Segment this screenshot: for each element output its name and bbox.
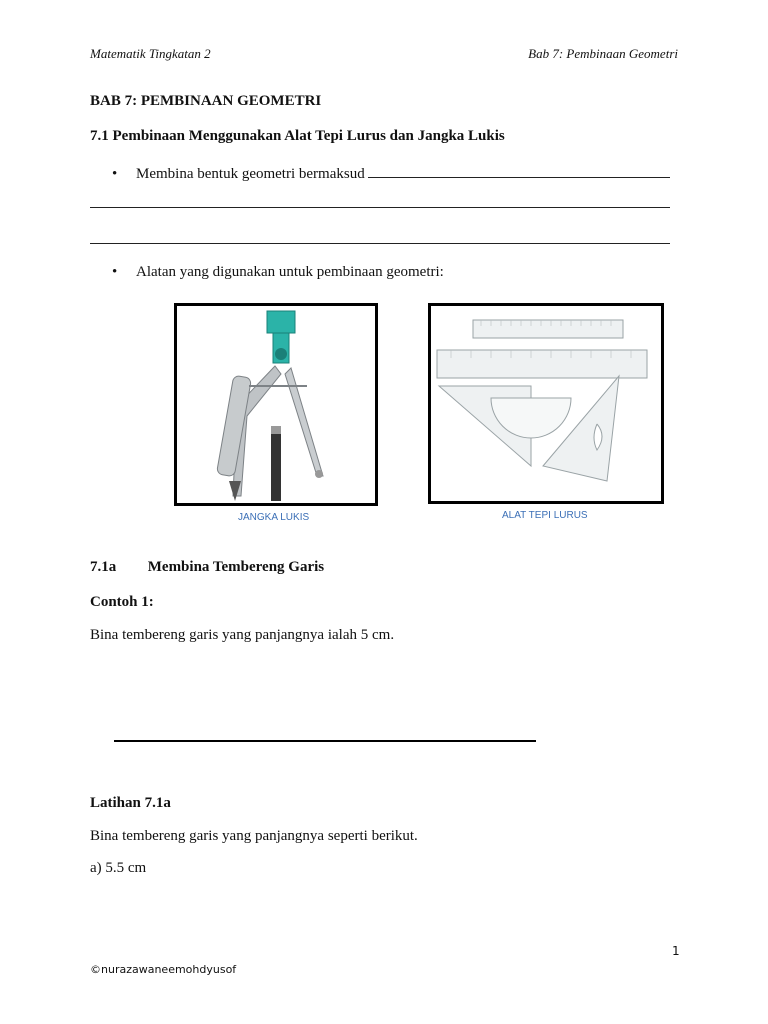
example-text: Bina tembereng garis yang panjangnya ialah 5 cm.	[90, 627, 395, 643]
header-right: Bab 7: Pembinaan Geometri	[528, 46, 678, 61]
section-title: 7.1 Pembinaan Menggunakan Alat Tepi Lurus dan Jangka Lukis	[90, 128, 505, 144]
answer-blank	[368, 163, 670, 178]
answer-line	[90, 243, 670, 244]
header-left: Matematik Tingkatan 2	[90, 46, 211, 61]
page-number: 1	[672, 944, 680, 958]
footer-credit: ©nurazawaneemohdyusof	[90, 963, 237, 976]
subsection-heading	[90, 559, 324, 576]
exercise-text: Bina tembereng garis yang panjangnya seperti berikut.	[90, 828, 418, 844]
subsection-title: Membina Tembereng Garis	[147, 559, 325, 575]
compass-caption: JANGKA LUKIS	[238, 512, 310, 523]
exercise-label: Latihan 7.1a	[90, 795, 171, 811]
exercise-item-a: a) 5.5 cm	[90, 860, 147, 876]
line-segment-example	[114, 740, 536, 742]
rulers-image	[428, 303, 664, 504]
rulers-illustration	[431, 306, 661, 501]
compass-illustration	[177, 306, 375, 503]
bullet-definition-text: Membina bentuk geometri bermaksud	[136, 166, 365, 182]
answer-line	[90, 207, 670, 208]
bullet-definition	[112, 163, 670, 183]
bullet-dot: •	[112, 166, 118, 182]
bullet-dot: •	[112, 264, 118, 280]
chapter-title: BAB 7: PEMBINAAN GEOMETRI	[90, 93, 322, 109]
compass-image	[174, 303, 378, 506]
bullet-tools	[112, 264, 444, 281]
bullet-tools-text: Alatan yang digunakan untuk pembinaan geometri:	[136, 264, 444, 280]
subsection-number: 7.1a	[90, 559, 117, 575]
rulers-caption: ALAT TEPI LURUS	[502, 510, 588, 521]
example-label: Contoh 1:	[90, 594, 154, 610]
